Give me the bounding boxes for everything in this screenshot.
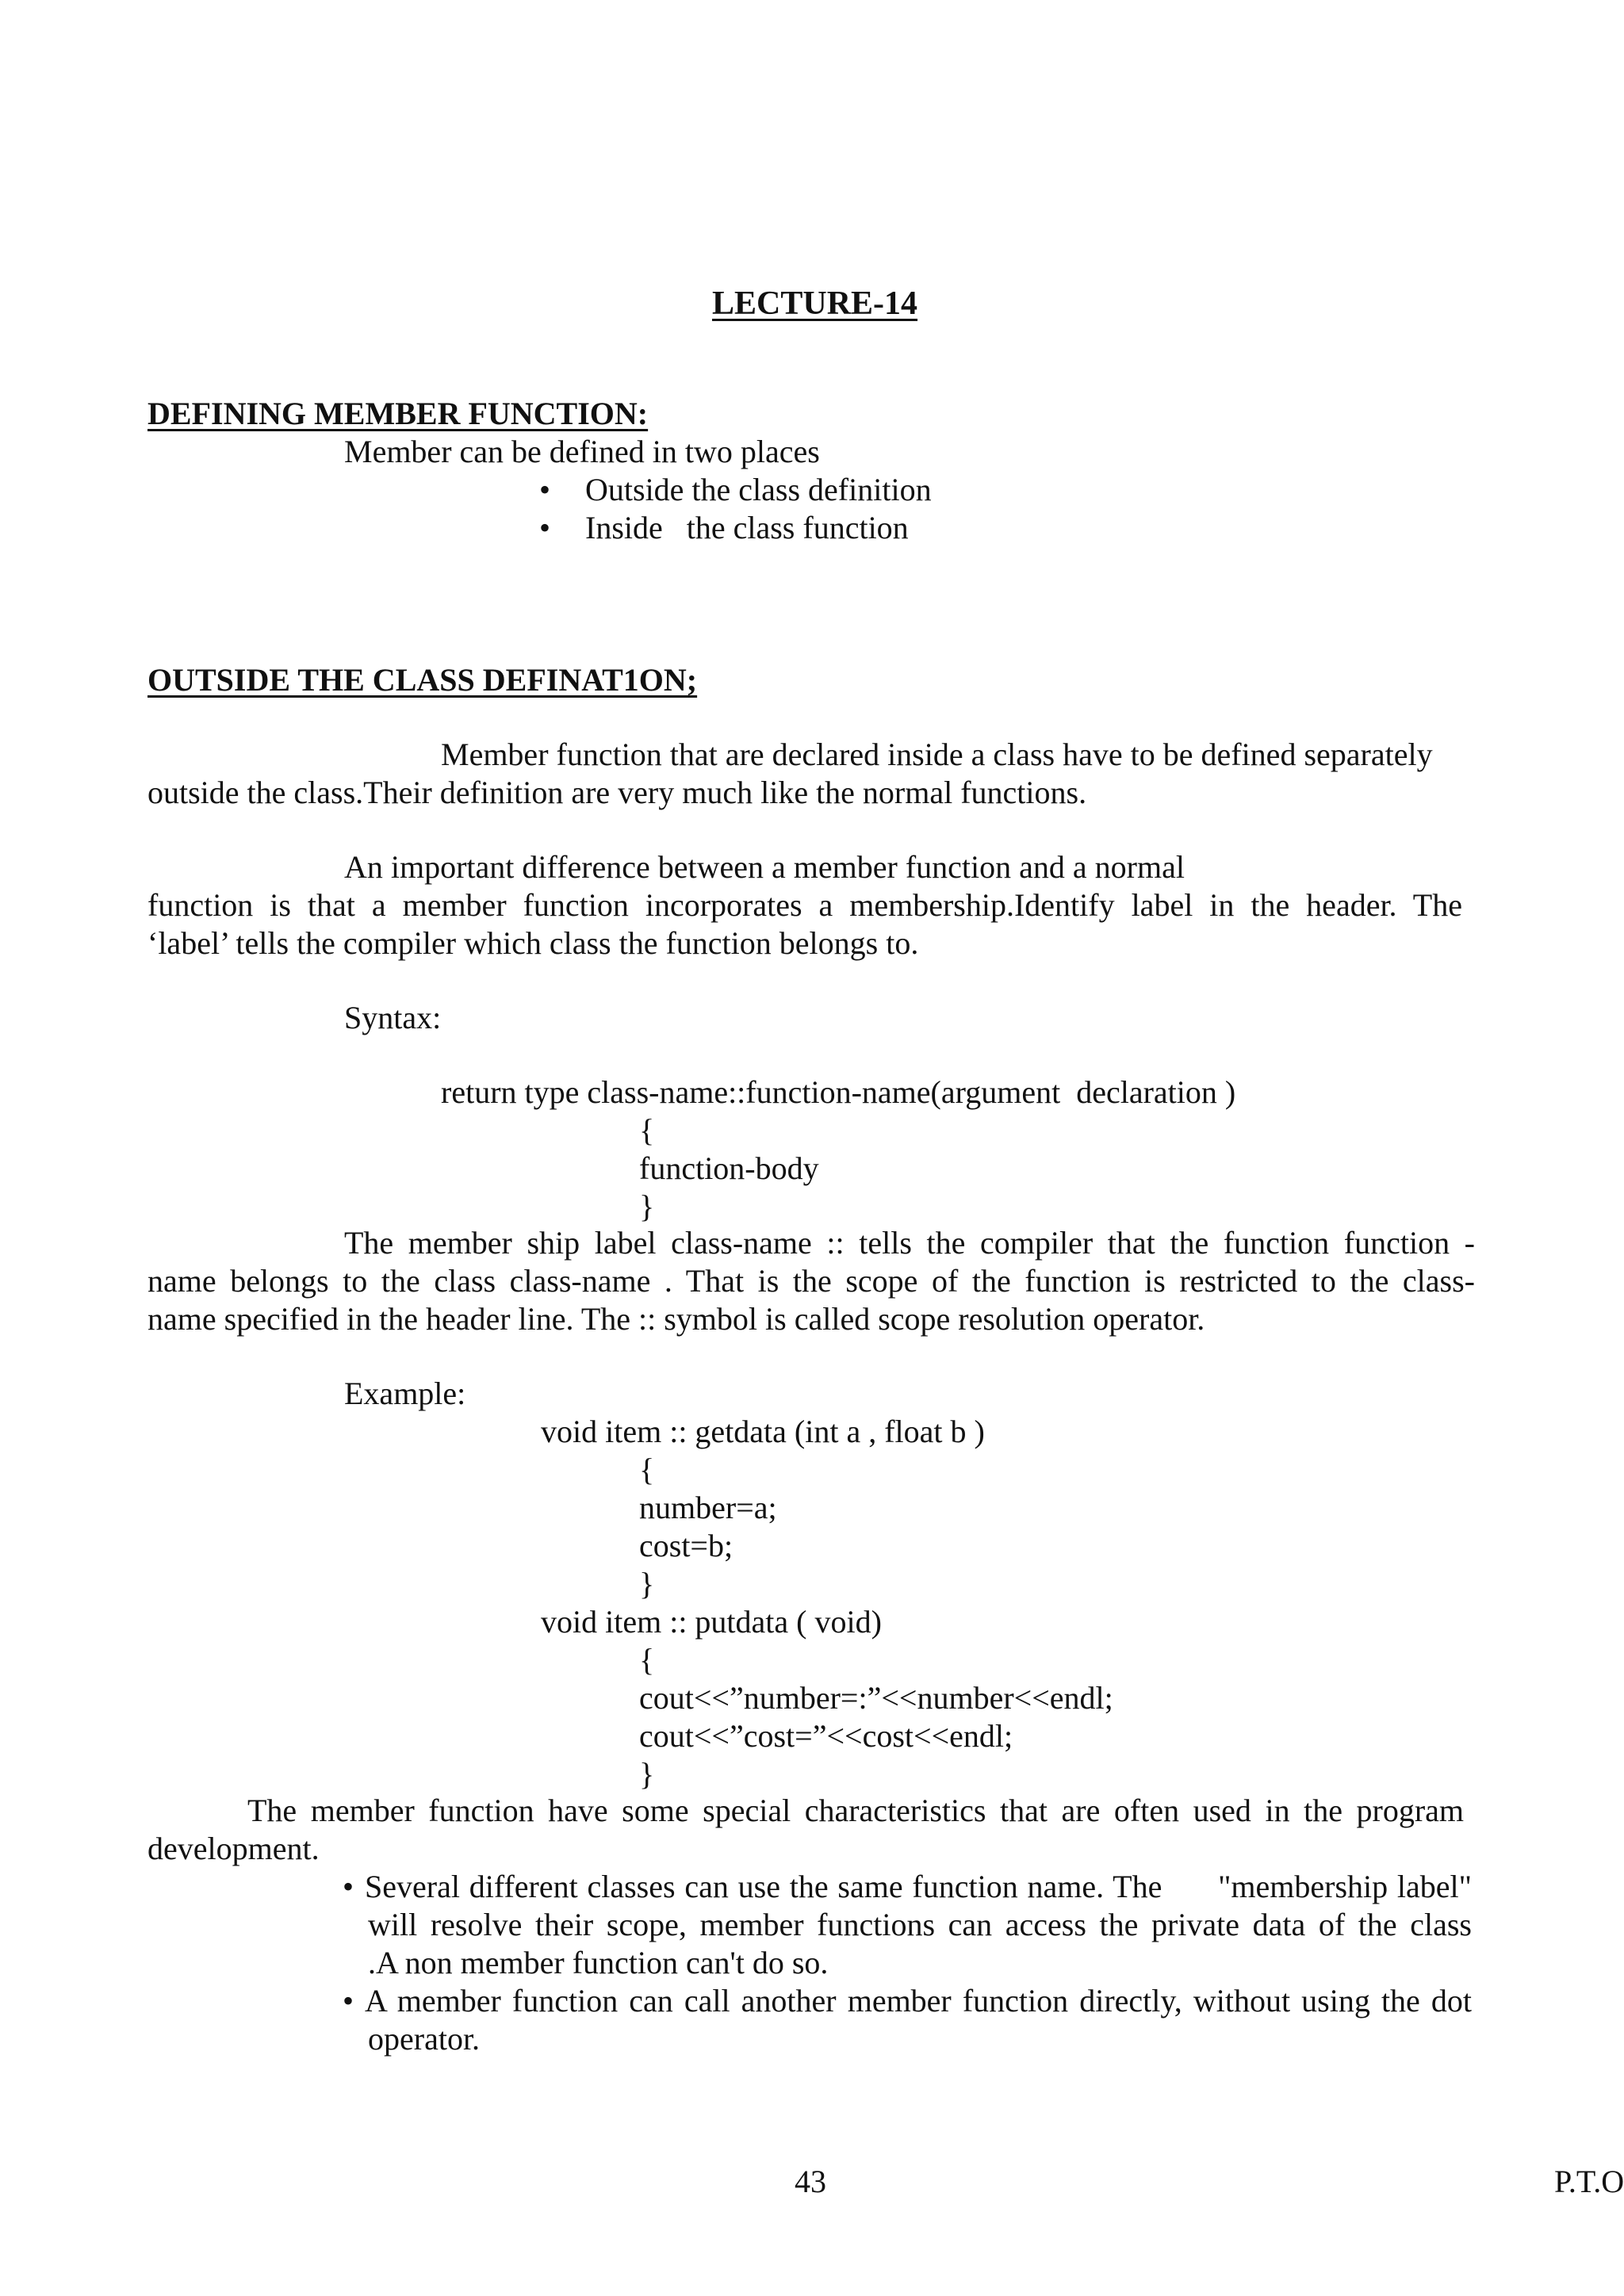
section-heading-defining-member-function: DEFINING MEMBER FUNCTION: [147, 396, 649, 431]
pto-label: P.T.O [1554, 2164, 1624, 2199]
syntax-code-brace-open: { [639, 1112, 655, 1148]
bullet-item-outside: Outside the class definition [585, 472, 932, 507]
characteristic-1-line2: will resolve their scope, member functions can access the private data of the class [368, 1907, 1472, 1942]
example-code-line: cout<<”cost=”<<cost<<endl; [639, 1718, 1013, 1754]
syntax-code-brace-close: } [639, 1188, 655, 1224]
characteristic-1-line3: .A non member function can't do so. [368, 1945, 829, 1980]
syntax-label: Syntax: [344, 1000, 442, 1035]
para2-line1: An important difference between a member function and a normal [344, 849, 1185, 885]
para3-line2: name belongs to the class class-name . That is the scope of the function is restricted to the class- [147, 1263, 1475, 1299]
page-number: 43 [795, 2164, 826, 2199]
example-code-line: } [639, 1566, 655, 1601]
syntax-code-body: function-body [639, 1150, 819, 1186]
para3-line3: name specified in the header line. The :: symbol is called scope resolution operator. [147, 1301, 1205, 1337]
para4-line1: The member function have some special characteristics that are often used in the program [247, 1793, 1464, 1828]
section-heading-outside-class-definition: OUTSIDE THE CLASS DEFINAT1ON; [147, 662, 698, 698]
example-code-line: { [639, 1642, 655, 1678]
characteristic-1-line1: Several different classes can use the same function name. The "membership label" [365, 1869, 1472, 1904]
example-code-line: } [639, 1756, 655, 1792]
characteristic-2-line2: operator. [368, 2021, 481, 2057]
bullet-item-inside: Inside the class function [585, 510, 909, 545]
example-label: Example: [344, 1376, 466, 1411]
bullet-dot: • [343, 1983, 354, 2019]
para2-line2: function is that a member function incorporates a membership.Identify label in the header. The [147, 887, 1462, 923]
bullet-dot: • [343, 1869, 354, 1904]
para3-line1: The member ship label class-name :: tells the compiler that the function function - [344, 1225, 1475, 1261]
syntax-code-line: return type class-name::function-name(argument declaration ) [441, 1074, 1236, 1110]
para2-line3: ‘label’ tells the compiler which class the function belongs to. [147, 925, 919, 961]
example-code-line: cout<<”number=:”<<number<<endl; [639, 1680, 1113, 1716]
example-code-line: void item :: putdata ( void) [541, 1604, 882, 1640]
example-code-line: { [639, 1452, 655, 1487]
section1-intro: Member can be defined in two places [344, 434, 820, 469]
example-code-line: void item :: getdata (int a , float b ) [541, 1414, 985, 1449]
characteristic-2-line1: A member function can call another member function directly, without using the dot [365, 1983, 1472, 2019]
bullet-dot: • [539, 510, 551, 545]
para1-line2: outside the class.Their definition are very much like the normal functions. [147, 775, 1087, 810]
bullet-dot: • [539, 472, 551, 507]
lecture-title: LECTURE-14 [712, 285, 918, 322]
example-code-line: cost=b; [639, 1528, 733, 1563]
para1-line1: Member function that are declared inside a class have to be defined separately [441, 737, 1433, 772]
example-code-line: number=a; [639, 1490, 777, 1525]
para4-line2: development. [147, 1831, 320, 1866]
